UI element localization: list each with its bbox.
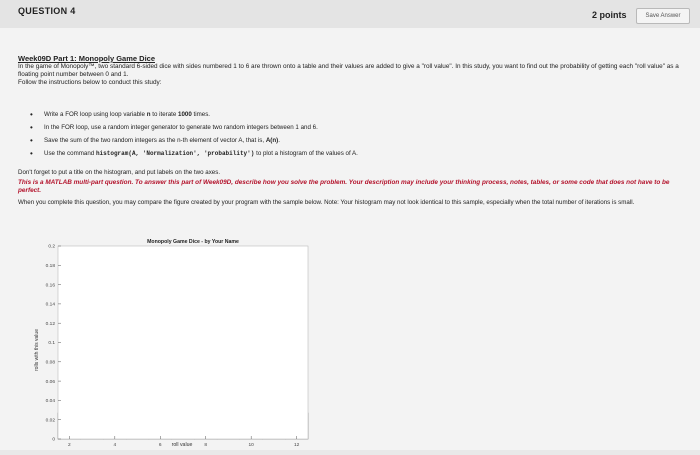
histogram-command: histogram(A, 'Normalization', 'probability') [95,150,255,157]
instruction-text: Use the command [44,150,96,157]
iteration-count: 1000 [178,111,192,118]
instructions-lead: Follow the instructions below to conduct this study: [18,79,162,86]
y-tick-label: 0.06 [45,379,55,385]
y-axis-label: rolls with this value [34,329,40,371]
points-label: 2 points [592,10,627,20]
x-tick-label: 12 [293,443,300,448]
instruction-text: Write a FOR loop using loop variable [44,111,147,118]
instruction-text: times. [191,111,211,118]
axes-group [46,244,308,448]
instruction-text: . [278,137,280,144]
loop-variable: n [146,111,151,118]
y-tick-label: 0.14 [45,302,55,308]
chart-title: Monopoly Game Dice - by Your Name [147,239,239,245]
x-tick-label: 2 [68,443,71,448]
y-tick-label: 0.18 [45,264,55,269]
question-label: QUESTION 4 [18,6,76,16]
instruction-item [30,108,358,121]
instruction-text: to plot a histogram of the values of A. [254,150,358,157]
instruction-text: In the FOR loop, use a random integer generator to generate two random integers between 1 and 6. [44,124,318,131]
histogram-chart [0,228,330,450]
x-tick-label: 6 [158,443,162,448]
y-tick-label: 0.1 [48,341,55,347]
instruction-item [30,147,358,160]
title-reminder: Don't forget to put a title on the histogram, and put labels on the two axes. [18,169,221,176]
x-tick-label: 10 [248,443,254,448]
question-header [0,0,700,29]
intro-text [18,63,688,87]
y-tick-label: 0.02 [45,418,55,424]
intro-paragraph: In the game of Monopoly™, two standard 6-sided dice with sides numbered 1 to 6 are thrown onto a table and their values are added to give a "roll value". In this study, you want to find out the probability of getting each "roll value" as a floating point number between 0 and 1. [18,63,679,78]
y-tick-label: 0.04 [45,399,55,405]
y-tick-label: 0.16 [45,283,55,289]
y-tick-label: 0.12 [45,321,55,327]
sample-histogram [0,228,330,455]
x-tick-label: 8 [204,443,208,448]
save-answer-button[interactable]: Save Answer [636,8,690,24]
instruction-text: to iterate [150,111,179,118]
instruction-list [30,108,358,160]
instruction-item [30,134,358,147]
y-tick-label: 0.08 [45,360,55,366]
x-tick-label: 4 [113,443,117,448]
y-tick-label: 0 [52,437,55,443]
x-axis-label: roll value [171,442,193,448]
question-body [0,28,700,450]
compare-note: When you complete this question, you may compare the figure created by your program with the sample below. Note: Your histogram may not look identical to this sample, especially when the total number of iterations is small. [18,199,635,206]
instruction-item [30,121,358,134]
multi-part-note: This is a MATLAB multi-part question. To answer this part of Week09D, describe how you solve the problem. Your description may include your thinking process, notes, tables, or some code that does not have to be perfect. [18,179,670,194]
instruction-text: Save the sum of the two random integers as the n-th element of vector A, that is, [44,137,266,144]
y-tick-label: 0.2 [48,244,55,250]
part-title: Week09D Part 1: Monopoly Game Dice [18,54,155,63]
vector-element: A(n) [265,137,279,144]
plot-area [58,246,308,439]
